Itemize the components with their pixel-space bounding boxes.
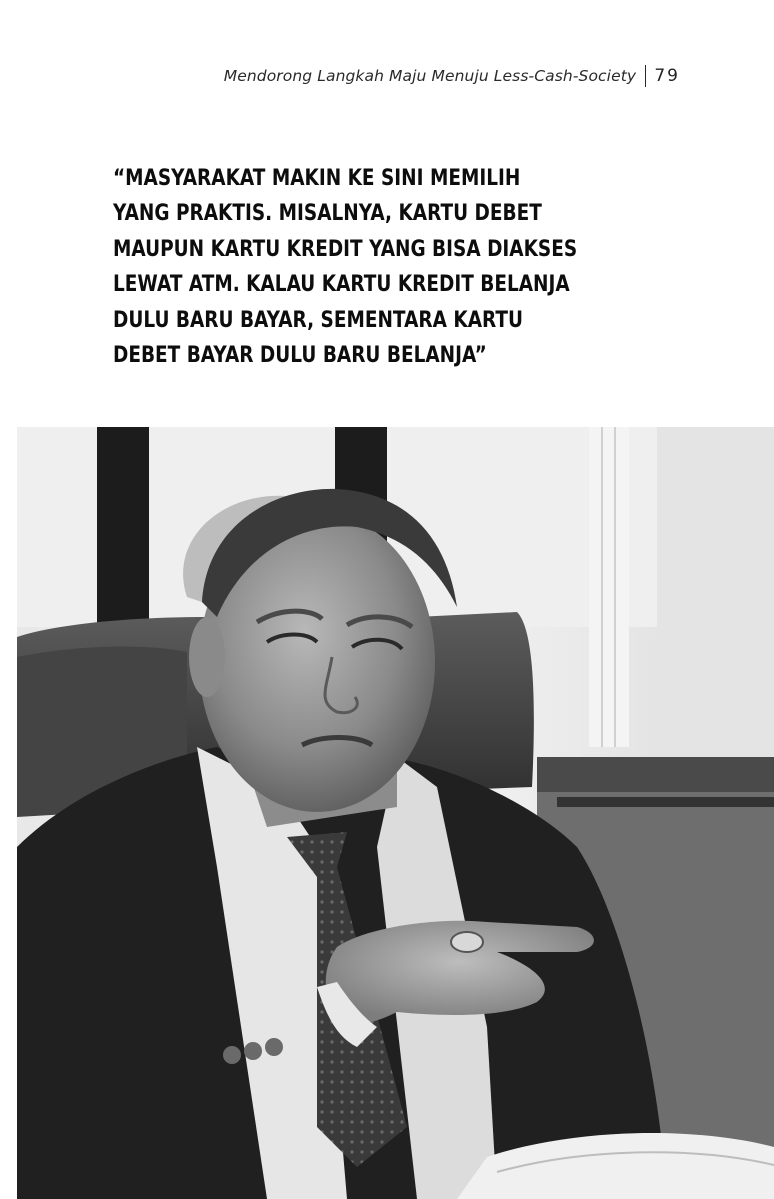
header-title: Mendorong Langkah Maju Menuju Less-Cash-Society: [223, 67, 637, 85]
quote-line: MAUPUN KARTU KREDIT YANG BISA DIAKSES: [113, 236, 578, 262]
quote-line: DULU BARU BAYAR, SEMENTARA KARTU: [113, 307, 524, 333]
button: [244, 1042, 262, 1060]
quote-line: LEWAT ATM. KALAU KARTU KREDIT BELANJA: [113, 272, 570, 298]
running-header: [0, 62, 680, 90]
portrait-illustration: [17, 427, 774, 1199]
header-separator: [645, 65, 646, 87]
pull-quote: [113, 161, 578, 373]
button: [223, 1046, 241, 1064]
window-frame: [97, 427, 149, 627]
portrait-photo: [17, 427, 774, 1199]
page-number: 79: [654, 66, 680, 86]
button: [265, 1038, 283, 1056]
quote-line: DEBET BAYAR DULU BARU BELANJA”: [113, 343, 487, 369]
quote-line: “MASYARAKAT MAKIN KE SINI MEMILIH: [113, 166, 521, 191]
ring: [451, 932, 483, 952]
quote-line: YANG PRAKTIS. MISALNYA, KARTU DEBET: [113, 201, 542, 227]
